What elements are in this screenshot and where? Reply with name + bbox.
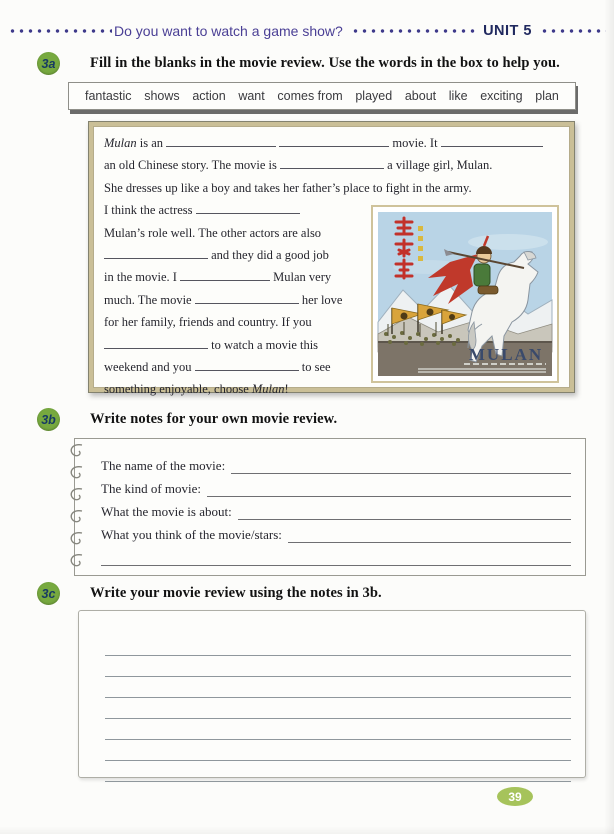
mulan-poster-image <box>371 205 559 383</box>
review-text-segment: is an <box>136 136 167 150</box>
page-edge-shading <box>604 0 614 834</box>
note-label: What the movie is about: <box>101 504 232 519</box>
review-text-segment: a village girl, Mulan. <box>384 158 493 173</box>
fill-in-blank <box>166 134 276 147</box>
section-heading-3a: Fill in the blanks in the movie review. Use the words in the box to help you. <box>90 55 560 71</box>
review-text-segment: something enjoyable, choose <box>104 382 252 397</box>
word-box-item: exciting <box>480 89 523 103</box>
review-text-segment: in the movie. I <box>104 270 181 285</box>
unit-question-title: Do you want to watch a game show? <box>114 23 343 39</box>
note-write-line <box>288 525 571 543</box>
review-text-segment: to watch a movie this <box>208 337 319 352</box>
word-box <box>68 82 576 110</box>
review-text-segment: movie. It <box>389 136 441 150</box>
notes-box <box>74 438 586 576</box>
note-write-line <box>207 479 571 497</box>
word-box-item: like <box>448 89 468 103</box>
section-heading-3c: Write your movie review using the notes in 3b. <box>90 585 382 601</box>
dotted-rule-left <box>8 28 112 34</box>
review-text-segment: I think the actress <box>104 203 196 218</box>
review-text-segment: to see <box>298 360 331 375</box>
note-row <box>101 474 571 497</box>
note-row <box>101 451 571 474</box>
notes-list <box>101 451 571 566</box>
section-heading-3b: Write notes for your own movie review. <box>90 411 338 427</box>
fill-in-blank <box>195 358 299 371</box>
review-text-segment: for her family, friends and country. If you <box>104 315 312 330</box>
review-line <box>104 132 559 154</box>
section-badge-3c: 3c <box>37 582 60 605</box>
review-writing-box <box>78 610 586 778</box>
write-line <box>105 740 571 761</box>
write-line <box>105 761 571 782</box>
word-box-item: about <box>404 89 437 103</box>
movie-title-italic: Mulan <box>104 136 137 150</box>
review-text-segment: an old Chinese story. The movie is <box>104 158 281 173</box>
movie-review-frame <box>88 121 575 397</box>
review-text-segment: much. The movie <box>104 292 195 307</box>
section-badge-3a: 3a <box>37 52 60 75</box>
fill-in-blank <box>441 134 543 147</box>
write-line <box>105 677 571 698</box>
write-lines <box>105 635 571 782</box>
spiral-binding-icon <box>66 443 84 575</box>
review-line <box>104 222 365 244</box>
word-box-item: action <box>192 89 226 103</box>
note-label: The name of the movie: <box>101 458 226 473</box>
review-line <box>104 177 559 199</box>
review-text-segment: her love <box>298 292 343 307</box>
review-line <box>104 266 365 288</box>
note-write-line <box>238 502 571 520</box>
note-row <box>101 520 571 543</box>
review-line <box>104 154 559 176</box>
fill-in-blank <box>280 156 384 169</box>
page-number-badge: 39 <box>497 787 533 806</box>
review-lines-left <box>104 199 365 401</box>
review-text-segment: She dresses up like a boy and takes her father’s place to fight in the army. <box>104 180 472 195</box>
review-line <box>104 378 365 400</box>
fill-in-blank <box>104 336 208 349</box>
word-box-item: comes from <box>277 89 343 103</box>
write-line <box>105 635 571 656</box>
note-row <box>101 497 571 520</box>
word-box-item: shows <box>144 89 180 103</box>
poster-caption: MULAN <box>468 345 544 365</box>
review-line <box>104 199 365 221</box>
word-box-item: fantastic <box>85 89 132 103</box>
fill-in-blank <box>180 268 270 281</box>
note-write-line <box>101 548 571 566</box>
movie-title-italic: Mulan <box>251 382 285 397</box>
fill-in-blank <box>195 291 299 304</box>
review-text-segment: Mulan’s role well. The other actors are also <box>104 225 322 240</box>
note-row <box>101 543 571 566</box>
review-lines-top <box>104 132 559 199</box>
note-write-line <box>231 456 571 474</box>
dotted-rule-middle <box>351 28 475 34</box>
section-badge-3b: 3b <box>37 408 60 431</box>
review-body <box>104 199 559 401</box>
fill-in-blank <box>279 134 389 147</box>
movie-review-box <box>93 126 570 397</box>
review-text-segment: weekend and you <box>104 360 195 375</box>
fill-in-blank <box>196 201 300 214</box>
review-line <box>104 244 365 266</box>
note-label: The kind of movie: <box>101 481 202 496</box>
review-text-segment: and they did a good job <box>208 248 329 263</box>
page-bottom-shading <box>0 826 614 834</box>
review-text-segment: Mulan very <box>270 270 332 285</box>
word-box-item: played <box>355 89 393 103</box>
review-line <box>104 356 365 378</box>
word-box-item: plan <box>535 89 559 103</box>
review-line <box>104 289 365 311</box>
write-line <box>105 719 571 740</box>
unit-label: UNIT 5 <box>483 23 532 39</box>
note-label: What you think of the movie/stars: <box>101 527 282 542</box>
page-header <box>8 22 606 40</box>
fill-in-blank <box>104 246 208 259</box>
mulan-illustration-icon <box>378 212 552 376</box>
review-text-segment: ! <box>284 382 289 397</box>
write-line <box>105 698 571 719</box>
word-box-item: want <box>238 89 265 103</box>
dotted-rule-right <box>540 28 606 34</box>
review-line <box>104 334 365 356</box>
write-line <box>105 656 571 677</box>
review-line <box>104 311 365 333</box>
